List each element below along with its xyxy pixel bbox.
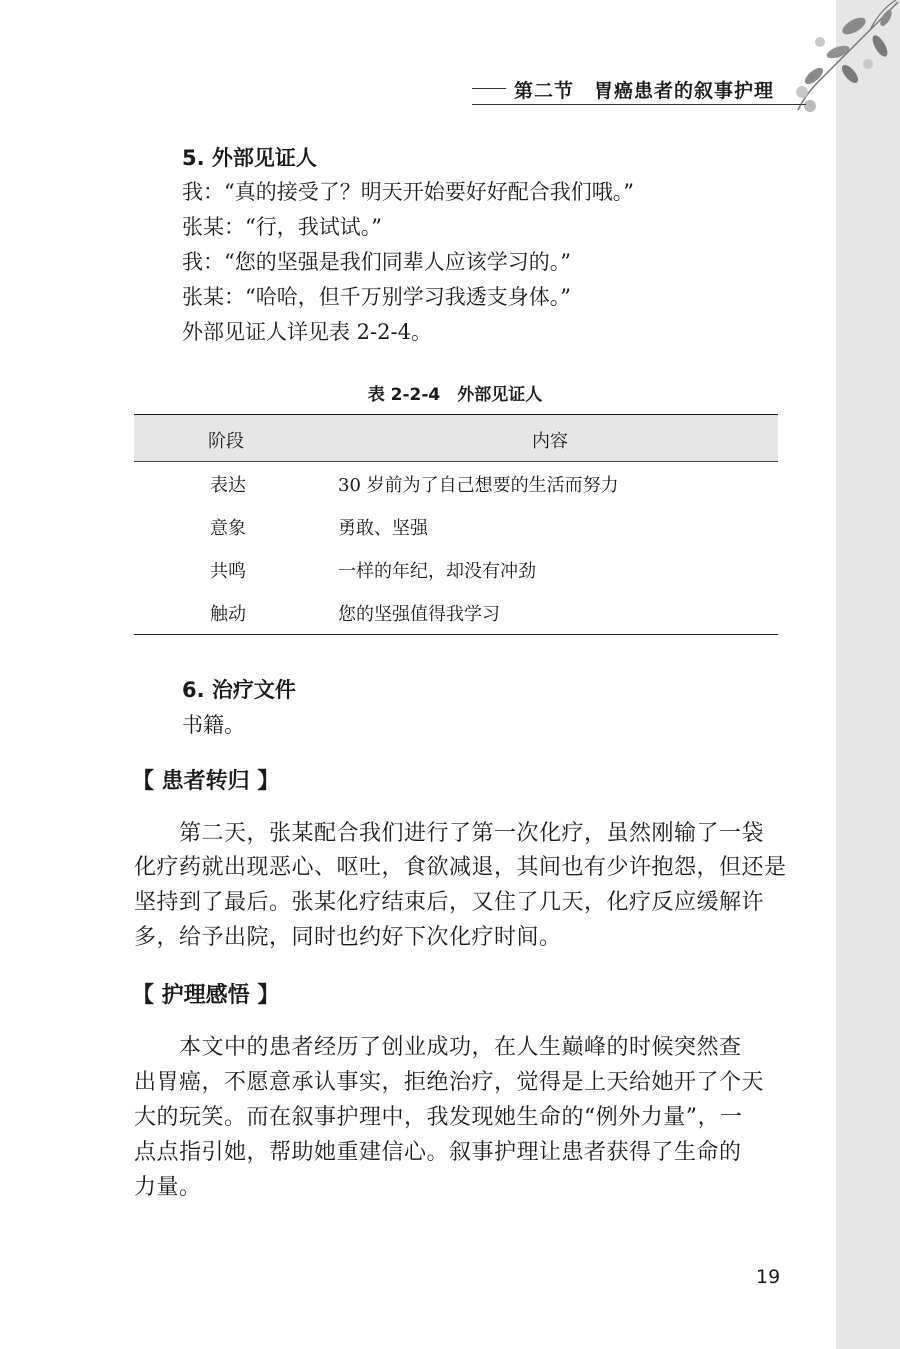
outcome-paragraph-line: 坚持到了最后。张某化疗结束后，又住了几天，化疗反应缓解许 — [134, 890, 765, 915]
table-row — [134, 505, 778, 548]
table-cell-stage: 触动 — [210, 604, 246, 625]
dialogue-line: 我：“您的坚强是我们同辈人应该学习的。” — [182, 250, 571, 274]
outcome-title: 【 患者转归 】 — [132, 769, 280, 794]
outcome-paragraph-line: 多，给予出院，同时也约好下次化疗时间。 — [134, 925, 562, 950]
table-row — [134, 591, 778, 634]
table-cell-content: 30 岁前为了自己想要的生活而努力 — [338, 475, 619, 496]
table-row — [134, 548, 778, 591]
table-caption: 表 2-2-4 外部见证人 — [367, 385, 543, 405]
table-reference-line: 外部见证人详见表 2-2-4。 — [182, 320, 432, 344]
reflection-paragraph-line: 点点指引她，帮助她重建信心。叙事护理让患者获得了生命的 — [134, 1140, 742, 1165]
reflection-paragraph-line: 力量。 — [134, 1175, 202, 1200]
section-6-heading: 6. 治疗文件 — [182, 678, 296, 702]
table-header-stage: 阶段 — [208, 431, 244, 452]
page-edge-strip — [836, 0, 900, 1349]
header-title: 第二节 胃癌患者的叙事护理 — [514, 80, 775, 102]
dialogue-line: 我：“真的接受了？明天开始要好好配合我们哦。” — [182, 180, 634, 204]
reflection-title: 【 护理感悟 】 — [132, 983, 280, 1008]
outcome-paragraph-line: 第二天，张某配合我们进行了第一次化疗，虽然刚输了一袋 — [134, 821, 765, 846]
section-6-body: 书籍。 — [182, 713, 245, 737]
outcome-paragraph-line: 化疗药就出现恶心、呕吐，食欲减退，其间也有少许抱怨，但还是 — [134, 855, 787, 880]
section-5-heading: 5. 外部见证人 — [182, 146, 317, 170]
table-cell-content: 勇敢、坚强 — [338, 518, 428, 539]
dialogue-line: 张某：“行，我试试。” — [182, 215, 382, 239]
table-cell-stage: 共鸣 — [210, 561, 246, 582]
table-cell-stage: 表达 — [210, 475, 246, 496]
reflection-paragraph-line: 本文中的患者经历了创业成功，在人生巅峰的时候突然查 — [134, 1035, 742, 1060]
table-cell-stage: 意象 — [210, 518, 246, 539]
table-cell-content: 一样的年纪，却没有冲劲 — [338, 561, 536, 582]
table-header-row — [134, 415, 778, 462]
dialogue-line: 张某：“哈哈，但千万别学习我透支身体。” — [182, 285, 571, 309]
witness-table — [134, 414, 778, 635]
table-cell-content: 您的坚强值得我学习 — [338, 604, 500, 625]
running-header — [472, 74, 806, 105]
reflection-paragraph-line: 大的玩笑。而在叙事护理中，我发现她生命的“例外力量”，一 — [134, 1105, 743, 1130]
reflection-paragraph-line: 出胃癌，不愿意承认事实，拒绝治疗，觉得是上天给她开了个天 — [134, 1070, 765, 1095]
page-number: 19 — [756, 1266, 781, 1288]
table-row — [134, 462, 778, 505]
header-rule — [472, 88, 506, 89]
table-header-content: 内容 — [532, 431, 568, 452]
